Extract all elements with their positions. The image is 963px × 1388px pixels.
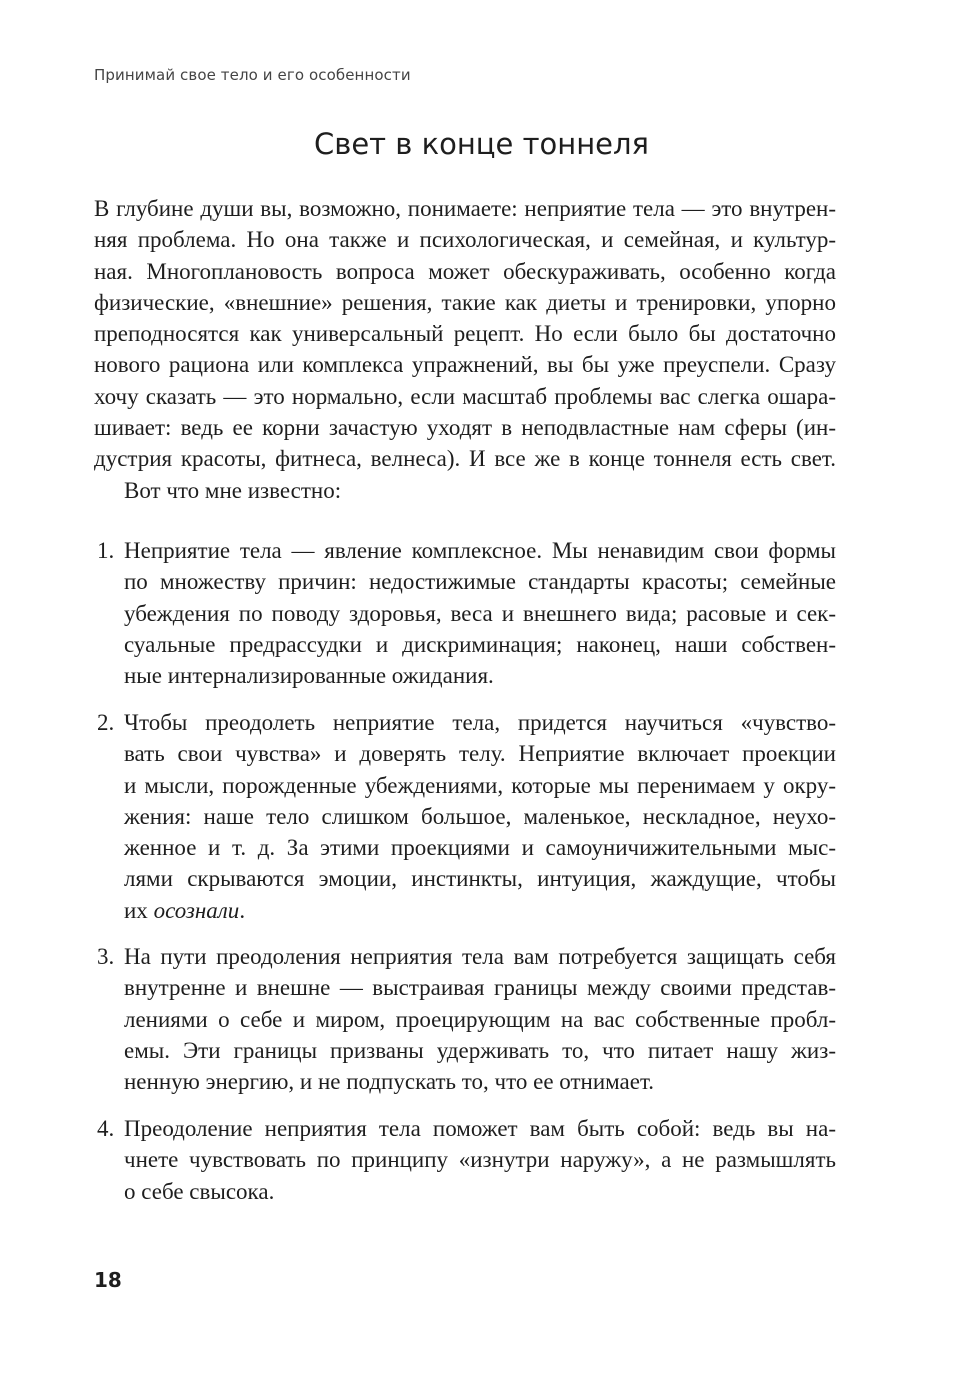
text-line: Преодоление неприятия тела поможет вам быть собой: ведь вы на- xyxy=(124,1116,836,1141)
text-line: Неприятие тела — явление комплексное. Мы ненавидим свои формы xyxy=(124,538,836,563)
list-item xyxy=(94,941,836,1097)
text-line: о себе свысока. xyxy=(124,1178,275,1204)
text-line: ные интернализированные ожидания. xyxy=(124,663,494,689)
text-line: Чтобы преодолеть неприятие тела, придется научиться «чувство- xyxy=(124,710,836,735)
text-line: шивает: ведь ее корни зачастую уходят в неподвластные нам сферы (ин- xyxy=(94,415,836,441)
text-line: внутренне и внешне — выстраивая границы между своими представ- xyxy=(124,975,836,1001)
text-line xyxy=(124,895,836,926)
intro-paragraph xyxy=(94,193,836,506)
page-number: 18 xyxy=(94,1268,122,1292)
text-line: лями скрываются эмоции, инстинкты, интуиция, жаждущие, чтобы xyxy=(124,866,836,892)
text-line: чнете чувствовать по принципу «изнутри наружу», а не размышлять xyxy=(124,1147,836,1173)
text-line: жения: наше тело слишком большое, маленькое, нескладное, неухо- xyxy=(124,803,836,829)
text-line: вать свои чувства» и доверять телу. Неприятие включает проекции xyxy=(124,741,836,767)
list-item xyxy=(94,1113,836,1207)
text-line: ная. Многоплановость вопроса может обескураживать, особенно когда xyxy=(94,258,836,284)
list-item-number: 2. xyxy=(97,710,115,735)
text-line: физические, «внешние» решения, такие как диеты и тренировки, упорно xyxy=(94,289,836,315)
list-item xyxy=(94,535,836,691)
text-line: лениями о себе и миром, проецирующим на вас собственные пробл- xyxy=(124,1006,836,1032)
list-item xyxy=(94,707,836,926)
text-line: няя проблема. Но она также и психологическая, и семейная, и культур- xyxy=(94,227,836,253)
section-title: Свет в конце тоннеля xyxy=(313,127,649,161)
list-item-number: 4. xyxy=(97,1116,115,1141)
text-line: суальные предрассудки и дискриминация; наконец, наши собствен- xyxy=(124,631,836,657)
emphasis-text: осознали xyxy=(153,897,240,923)
list-item-number: 1. xyxy=(97,538,115,563)
text-line: нового рациона или комплекса упражнений, вы бы уже преуспели. Сразу xyxy=(94,352,836,378)
text-line: и мысли, порожденные убеждениями, которые мы перенимаем у окру- xyxy=(124,772,836,798)
text-fragment: их xyxy=(124,897,154,923)
text-fragment: . xyxy=(239,897,246,923)
text-line: убеждения по поводу здоровья, веса и внешнего вида; расовые и сек- xyxy=(124,600,836,626)
text-line: дустрия красоты, фитнеса, велнеса). И все же в конце тоннеля есть свет. xyxy=(94,446,836,472)
text-line: по множеству причин: недостижимые стандарты красоты; семейные xyxy=(124,569,836,595)
lead-in-line: Вот что мне известно: xyxy=(124,477,342,503)
text-line: В глубине души вы, возможно, понимаете: неприятие тела — это внутрен- xyxy=(94,196,836,221)
text-line: емы. Эти границы призваны удерживать то, что питает нашу жиз- xyxy=(124,1037,836,1063)
text-line: ненную энергию, и не подпускать то, что ее отнимает. xyxy=(124,1069,655,1095)
running-header: Принимай свое тело и его особенности xyxy=(94,66,411,84)
text-line: женное и т. д. За этими проекциями и самоуничижительными мыс- xyxy=(124,835,836,861)
text-line: хочу сказать — это нормально, если масштаб проблемы вас слегка ошара- xyxy=(94,383,836,409)
text-line: преподносятся как универсальный рецепт. Но если было бы достаточно xyxy=(94,321,836,347)
list-item-number: 3. xyxy=(97,944,115,969)
text-line: На пути преодоления неприятия тела вам потребуется защищать себя xyxy=(124,944,836,969)
